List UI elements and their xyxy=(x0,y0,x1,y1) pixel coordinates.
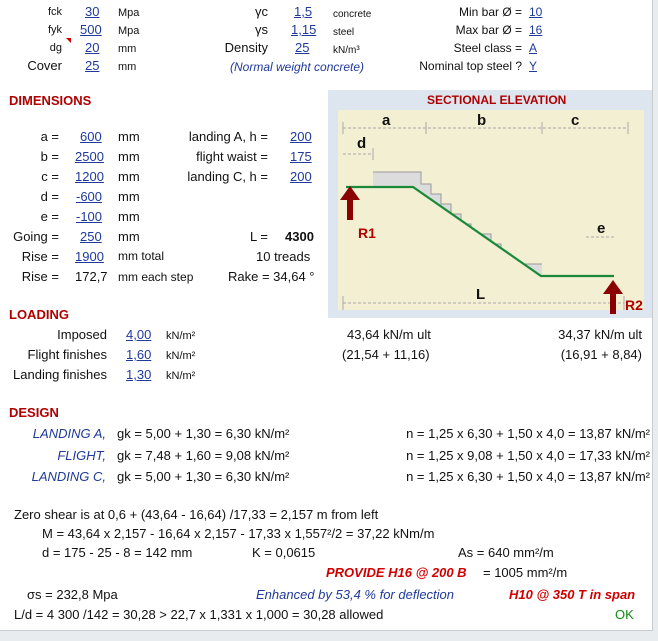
effective-depth: d = 175 - 25 - 8 = 142 mm xyxy=(42,545,193,560)
design-landing-a-name: LANDING A, xyxy=(32,426,106,441)
dim-c-unit: mm xyxy=(118,169,140,184)
dim-c-value[interactable]: 1200 xyxy=(75,169,104,184)
fyk-unit: Mpa xyxy=(118,25,140,37)
landing-c-label: landing C, h = xyxy=(187,169,268,184)
zero-shear-line: Zero shear is at 0,6 + (43,64 - 16,64) /17,33 = 2,157 m from left xyxy=(14,507,379,522)
dg-label: dg xyxy=(49,42,62,54)
imposed-value[interactable]: 4,00 xyxy=(126,327,152,342)
span-L-label: L = xyxy=(250,229,268,244)
design-landing-a-n: n = 1,25 x 6,30 + 1,50 x 4,0 = 13,87 kN/m² xyxy=(406,426,650,441)
fyk-value[interactable]: 500 xyxy=(80,22,102,37)
dim-b-value[interactable]: 2500 xyxy=(75,149,104,164)
diagram-label-R1: R1 xyxy=(358,225,376,241)
imposed-label: Imposed xyxy=(57,327,107,342)
diagram-title: SECTIONAL ELEVATION xyxy=(427,93,567,107)
cover-value[interactable]: 25 xyxy=(85,58,100,73)
rise-step-value: 172,7 xyxy=(75,269,108,284)
rise-total-label: Rise = xyxy=(21,249,59,264)
nominal-top-label: Nominal top steel ? xyxy=(419,59,522,73)
k-value: K = 0,0615 xyxy=(252,545,316,560)
density-note: (Normal weight concrete) xyxy=(230,60,365,74)
dimensions-heading: DIMENSIONS xyxy=(9,93,92,108)
min-bar-label: Min bar Ø = xyxy=(458,5,522,19)
span-depth-check: L/d = 4 300 /142 = 30,28 > 22,7 x 1,331 x 1,000 = 30,28 allowed xyxy=(14,607,384,622)
fck-label: fck xyxy=(47,6,62,18)
moment-line: M = 43,64 x 2,157 - 16,64 x 2,157 - 17,33 x 1,557²/2 = 37,22 kNm/m xyxy=(42,526,435,541)
dim-d-label: d = xyxy=(40,189,59,204)
steel-stress: σs = 232,8 Mpa xyxy=(27,587,118,602)
landing-finishes-unit: kN/m² xyxy=(166,370,196,382)
max-bar-label: Max bar Ø = xyxy=(455,23,522,37)
loading-heading: LOADING xyxy=(9,307,69,322)
dim-b-unit: mm xyxy=(118,149,140,164)
dim-b-label: b = xyxy=(40,149,59,164)
flight-waist-label: flight waist = xyxy=(196,149,268,164)
diagram-label-c: c xyxy=(571,112,580,129)
dg-unit: mm xyxy=(118,43,137,55)
gamma-s-unit: steel xyxy=(333,27,355,38)
rise-step-unit: mm each step xyxy=(118,270,194,284)
rake-angle: Rake = 34,64 ° xyxy=(228,269,315,284)
landing-a-value[interactable]: 200 xyxy=(290,129,312,144)
rise-step-label: Rise = xyxy=(21,269,59,284)
rise-total-unit: mm total xyxy=(118,249,165,263)
design-landing-c-name: LANDING C, xyxy=(31,469,106,484)
dg-value[interactable]: 20 xyxy=(85,40,100,55)
cover-label: Cover xyxy=(27,58,62,73)
imposed-unit: kN/m² xyxy=(166,330,196,342)
dim-a-value[interactable]: 600 xyxy=(80,129,102,144)
max-bar-value[interactable]: 16 xyxy=(529,23,543,37)
right-reaction: 34,37 kN/m ult xyxy=(558,327,642,342)
dim-e-value[interactable]: -100 xyxy=(76,209,103,224)
gamma-s-label: γs xyxy=(255,22,268,37)
going-unit: mm xyxy=(118,229,140,244)
rise-total-value[interactable]: 1900 xyxy=(75,249,104,264)
density-value[interactable]: 25 xyxy=(295,40,310,55)
design-heading: DESIGN xyxy=(9,405,59,420)
cover-unit: mm xyxy=(118,61,137,73)
landing-finishes-label: Landing finishes xyxy=(13,367,107,382)
design-landing-c-n: n = 1,25 x 6,30 + 1,50 x 4,0 = 13,87 kN/m² xyxy=(406,469,650,484)
dim-d-unit: mm xyxy=(118,189,140,204)
flight-waist-value[interactable]: 175 xyxy=(290,149,312,164)
dim-d-value[interactable]: -600 xyxy=(76,189,103,204)
diagram-label-a: a xyxy=(382,112,391,129)
flight-finishes-label: Flight finishes xyxy=(27,347,107,362)
density-unit: kN/m³ xyxy=(333,45,360,56)
fyk-label: fyk xyxy=(47,24,62,36)
gamma-c-unit: concrete xyxy=(333,9,372,20)
design-flight-name: FLIGHT, xyxy=(57,448,106,463)
going-label: Going = xyxy=(13,229,59,244)
comment-marker-icon xyxy=(66,38,71,43)
fck-unit: Mpa xyxy=(118,7,140,19)
min-bar-value[interactable]: 10 xyxy=(529,5,543,19)
gamma-s-value[interactable]: 1,15 xyxy=(291,22,317,37)
check-ok: OK xyxy=(615,607,634,622)
left-reaction-breakdown: (21,54 + 11,16) xyxy=(342,347,430,362)
fck-value[interactable]: 30 xyxy=(85,4,100,19)
diagram-label-L: L xyxy=(476,286,486,303)
deflection-enhancement: Enhanced by 53,4 % for deflection xyxy=(256,587,455,602)
nominal-top-value[interactable]: Y xyxy=(529,59,538,73)
landing-a-label: landing A, h = xyxy=(188,129,268,144)
design-flight-n: n = 1,25 x 9,08 + 1,50 x 4,0 = 17,33 kN/m² xyxy=(406,448,650,463)
diagram-label-b: b xyxy=(477,112,487,129)
gamma-c-value[interactable]: 1,5 xyxy=(294,4,313,19)
landing-c-value[interactable]: 200 xyxy=(290,169,312,184)
landing-finishes-value[interactable]: 1,30 xyxy=(126,367,152,382)
diagram-label-e: e xyxy=(597,220,606,237)
span-L-value: 4300 xyxy=(285,229,314,244)
treads-count: 10 treads xyxy=(256,249,311,264)
design-landing-c-gk: gk = 5,00 + 1,30 = 6,30 kN/m² xyxy=(117,469,290,484)
secondary-reinforcement: H10 @ 350 T in span xyxy=(509,587,636,602)
dim-c-label: c = xyxy=(41,169,59,184)
dim-a-unit: mm xyxy=(118,129,140,144)
provide-reinforcement: PROVIDE H16 @ 200 B xyxy=(326,565,467,580)
dim-e-unit: mm xyxy=(118,209,140,224)
left-reaction: 43,64 kN/m ult xyxy=(347,327,431,342)
gamma-c-label: γc xyxy=(255,4,268,19)
steel-class-value[interactable]: A xyxy=(529,41,538,55)
flight-finishes-value[interactable]: 1,60 xyxy=(126,347,152,362)
design-flight-gk: gk = 7,48 + 1,60 = 9,08 kN/m² xyxy=(117,448,290,463)
diagram-label-R2: R2 xyxy=(625,297,643,313)
going-value[interactable]: 250 xyxy=(80,229,102,244)
density-label: Density xyxy=(224,40,268,55)
right-reaction-breakdown: (16,91 + 8,84) xyxy=(560,347,642,362)
sectional-elevation-diagram xyxy=(328,90,652,318)
flight-finishes-unit: kN/m² xyxy=(166,350,196,362)
stair-drawing xyxy=(328,90,652,318)
steel-class-label: Steel class = xyxy=(453,41,522,55)
dim-e-label: e = xyxy=(40,209,59,224)
provide-area: = 1005 mm²/m xyxy=(483,565,568,580)
as-required: As = 640 mm²/m xyxy=(458,545,554,560)
dim-a-label: a = xyxy=(40,129,59,144)
diagram-label-d: d xyxy=(357,135,367,152)
design-landing-a-gk: gk = 5,00 + 1,30 = 6,30 kN/m² xyxy=(117,426,290,441)
